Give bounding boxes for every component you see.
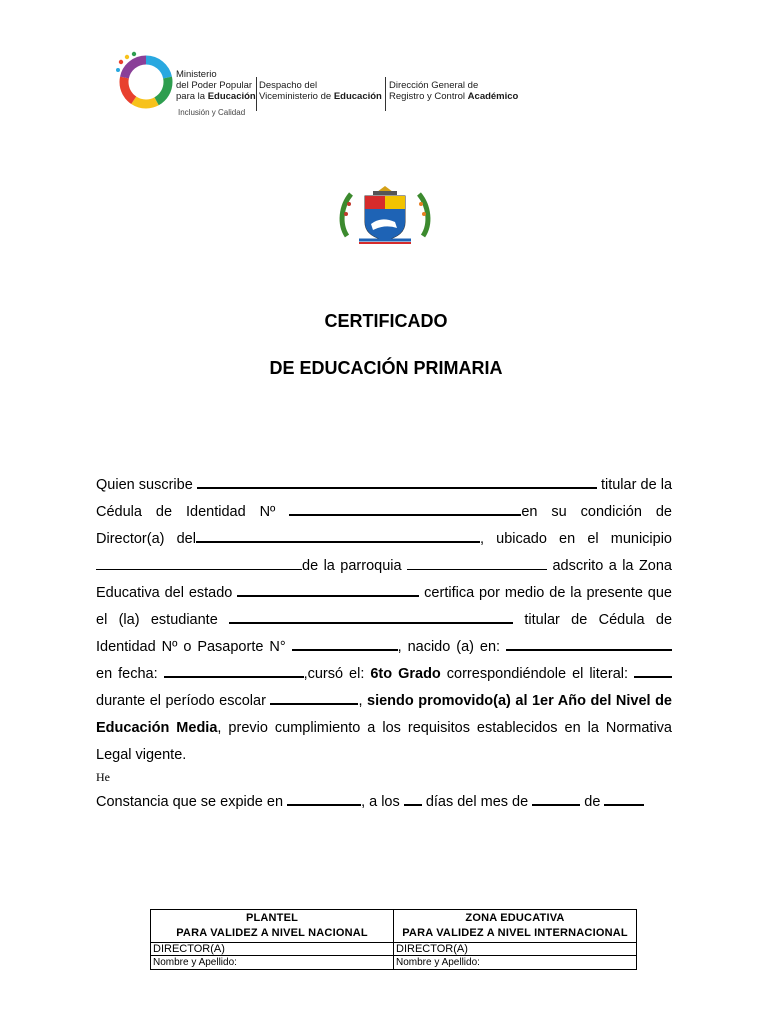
promotion-text: siendo promovido(a) al 1er Año del Nivel de Educación Media <box>96 693 672 736</box>
zona-title: ZONA EDUCATIVA <box>465 912 565 924</box>
despacho-line2-prefix: Viceministerio de <box>259 91 334 102</box>
plantel-name-cell[interactable]: Nombre y Apellido: <box>151 956 394 970</box>
day-blank[interactable] <box>404 790 422 806</box>
school-year-blank[interactable] <box>270 689 358 705</box>
body-text: adscrito a la Zona Educativa del estado <box>96 558 672 601</box>
zona-subtitle: PARA VALIDEZ A NIVEL INTERNACIONAL <box>402 927 628 939</box>
despacho-name <box>259 80 382 102</box>
document-subtitle: DE EDUCACIÓN PRIMARIA <box>269 358 503 378</box>
direccion-line1: Dirección General de <box>389 80 479 91</box>
birthdate-blank[interactable] <box>164 662 304 678</box>
body-text: titular de Cédula de Identidad Nº o Pasaporte N° <box>96 612 673 655</box>
year-blank[interactable] <box>604 790 644 806</box>
body-text: , a los <box>361 794 400 810</box>
body-text: , previo cumplimiento a los requisitos establecidos en la Normativa Legal vigente. <box>96 720 672 763</box>
body-text: de <box>584 794 601 810</box>
body-text: ,cursó el: <box>303 666 365 682</box>
municipality-blank[interactable] <box>96 555 302 570</box>
direccion-line2-bold: Académico <box>467 91 519 102</box>
zona-name-cell[interactable]: Nombre y Apellido: <box>394 956 637 970</box>
table-row <box>151 943 637 956</box>
header-separator <box>385 77 386 111</box>
plantel-header <box>151 910 394 943</box>
body-text: certifica por medio de la presente que el (la) estudiante <box>96 585 672 628</box>
body-text: Constancia que se expide en <box>96 794 284 810</box>
ministry-line2: del Poder Popular <box>176 80 253 91</box>
ministry-tagline: Inclusión y Calidad <box>178 108 246 117</box>
birthplace-blank[interactable] <box>506 635 672 651</box>
direccion-name <box>389 80 518 102</box>
body-text: titular de la Cédula de Identidad Nº <box>96 477 673 520</box>
place-blank[interactable] <box>287 790 361 806</box>
document-title: CERTIFICADO <box>324 311 448 331</box>
body-text: en su condición de Director(a) del <box>96 504 672 547</box>
body-text: , ubicado en el municipio <box>479 531 672 547</box>
zona-header <box>394 910 637 943</box>
director-name-blank[interactable] <box>197 473 597 489</box>
stray-text: He <box>96 770 110 784</box>
state-blank[interactable] <box>237 581 419 597</box>
zona-director-cell[interactable]: DIRECTOR(A) <box>394 943 637 956</box>
ministry-line1: Ministerio <box>176 69 217 80</box>
body-text: en fecha: <box>96 666 158 682</box>
body-text: , <box>358 693 363 709</box>
grade-value: 6to Grado <box>370 666 441 682</box>
header-separator <box>256 77 257 111</box>
header-dots <box>140 33 510 35</box>
coat-of-arms-icon <box>337 184 433 246</box>
director-id-blank[interactable] <box>289 500 521 516</box>
direccion-line2-prefix: Registro y Control <box>389 91 468 102</box>
ministry-line3-prefix: para la <box>176 91 208 102</box>
month-blank[interactable] <box>532 790 580 806</box>
signature-table <box>150 909 637 970</box>
body-text: , nacido (a) en: <box>397 639 501 655</box>
table-row <box>151 956 637 970</box>
parish-blank[interactable] <box>407 555 547 570</box>
despacho-line2-bold: Educación <box>333 91 382 102</box>
school-name-blank[interactable] <box>196 527 480 543</box>
plantel-subtitle: PARA VALIDEZ A NIVEL NACIONAL <box>176 927 368 939</box>
despacho-line1: Despacho del <box>259 80 318 91</box>
plantel-title: PLANTEL <box>245 912 299 924</box>
literal-blank[interactable] <box>634 662 672 678</box>
body-text: de la parroquia <box>302 558 402 574</box>
table-row <box>151 910 637 943</box>
body-text: correspondiéndole el literal: <box>446 666 629 682</box>
student-name-blank[interactable] <box>229 608 513 624</box>
constancia-line <box>96 790 672 814</box>
ministry-logo-icon <box>112 50 174 112</box>
body-text: Quien suscribe <box>96 477 193 493</box>
certificate-body <box>96 472 672 769</box>
body-text: durante el período escolar <box>96 693 266 709</box>
ministry-line3-bold: Educación <box>207 91 256 102</box>
plantel-director-cell[interactable]: DIRECTOR(A) <box>151 943 394 956</box>
body-text: días del mes de <box>425 794 529 810</box>
ministry-name <box>176 69 256 102</box>
student-id-blank[interactable] <box>292 635 398 651</box>
